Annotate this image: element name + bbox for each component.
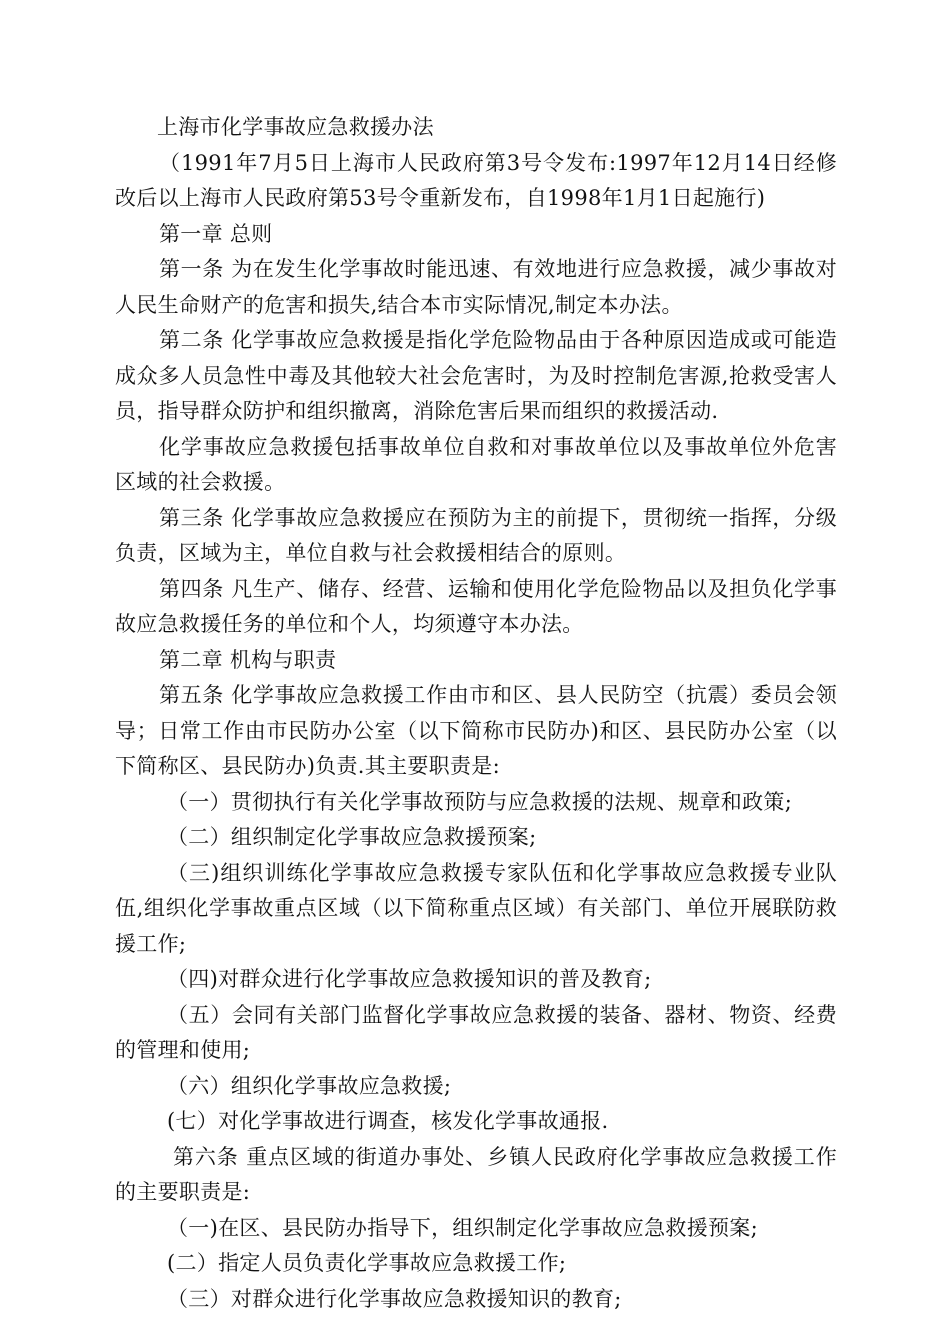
list-item: （二）组织制定化学事故应急救援预案; [167,825,537,849]
document-title: 上海市化学事故应急救援办法 [157,115,434,139]
list-item: （三）对群众进行化学事故应急救援知识的教育; [167,1286,622,1311]
list-item: （三)组织训练化学事故应急救援专家队伍和化学事故应急救援专业队伍,组织化学事故重点区域（以下简称重点区域）有关部门、单位开展联防救援工作; [115,860,837,956]
list-item: (七）对化学事故进行调查，核发化学事故通报. [167,1109,609,1133]
article-paragraph: 第二条 化学事故应急救援是指化学危险物品由于各种原因造成或可能造成众多人员急性中毒及其他较大社会危害时，为及时控制危害源,抢救受害人员，指导群众防护和组织撤离，消除危害后果而组织的救援活动. [115,328,837,423]
article-paragraph: 第六条 重点区域的街道办事处、乡镇人民政府化学事故应急救援工作的主要职责是: [115,1144,837,1204]
chapter-heading: 第二章 机构与职责 [159,647,337,672]
list-item: （六）组织化学事故应急救援; [167,1073,452,1098]
document-body [115,110,837,1317]
list-item: （一）贯彻执行有关化学事故预防与应急救援的法规、规章和政策; [167,789,793,814]
list-item: （一)在区、县民防办指导下，组织制定化学事故应急救援预案; [167,1215,758,1240]
article-paragraph: 第一条 为在发生化学事故时能迅速、有效地进行应急救援，减少事故对人民生命财产的危害和损失,结合本市实际情况,制定本办法。 [115,257,837,317]
list-item: （五）会同有关部门监督化学事故应急救援的装备、器材、物资、经费的管理和使用; [115,1002,837,1062]
chapter-heading: 第一章 总则 [159,221,273,246]
list-item: (二）指定人员负责化学事故应急救援工作; [167,1251,567,1275]
publication-note: （1991年7月5日上海市人民政府第3号令发布:1997年12月14日经修改后以上海市人民政府第53号令重新发布，自1998年1月1日起施行) [115,150,837,210]
article-paragraph: 第四条 凡生产、储存、经营、运输和使用化学危险物品以及担负化学事故应急救援任务的单位和个人，均须遵守本办法。 [115,576,837,636]
article-paragraph: 第三条 化学事故应急救援应在预防为主的前提下，贯彻统一指挥，分级负责，区域为主，单位自救与社会救援相结合的原则。 [115,505,837,565]
article-paragraph: 第五条 化学事故应急救援工作由市和区、县人民防空（抗震）委员会领导；日常工作由市民防办公室（以下简称市民防办)和区、县民防办公室（以下简称区、县民防办)负责.其主要职责是: [115,683,837,778]
list-item: （四)对群众进行化学事故应急救援知识的普及教育; [167,967,652,991]
article-paragraph: 化学事故应急救援包括事故单位自救和对事故单位以及事故单位外危害区域的社会救援。 [115,434,837,494]
